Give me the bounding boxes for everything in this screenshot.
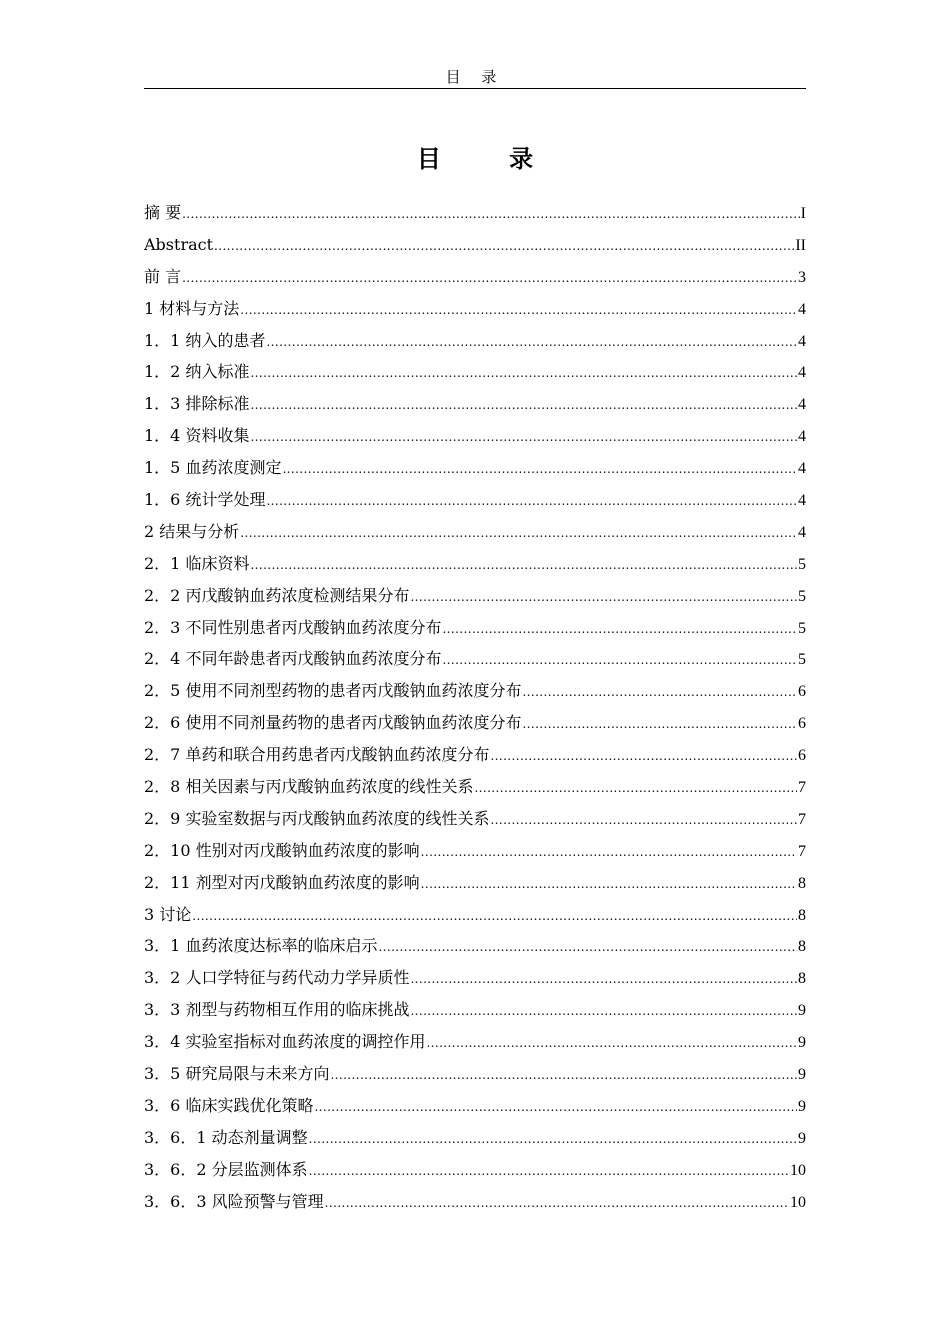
toc-dot-leader bbox=[250, 390, 797, 420]
toc-entry[interactable] bbox=[144, 293, 806, 325]
toc-entry[interactable] bbox=[144, 1090, 806, 1122]
toc-dot-leader bbox=[309, 1156, 789, 1186]
toc-entry-label[interactable]: 前 言 bbox=[144, 266, 182, 286]
toc-entry-page-number[interactable]: 7 bbox=[798, 779, 806, 797]
running-header: 目 录 bbox=[144, 66, 806, 89]
toc-entry-page-number[interactable]: 8 bbox=[798, 906, 806, 924]
toc-entry-page-number[interactable]: 4 bbox=[798, 332, 806, 350]
toc-entry-label[interactable]: 2．9 实验室数据与丙戊酸钠血药浓度的线性关系 bbox=[144, 808, 490, 828]
toc-dot-leader bbox=[421, 869, 797, 899]
toc-entry[interactable] bbox=[144, 739, 806, 771]
toc-entry-page-number[interactable]: 8 bbox=[798, 938, 806, 956]
toc-entry-label[interactable]: 2．2 丙戊酸钠血药浓度检测结果分布 bbox=[144, 585, 410, 605]
toc-entry-label[interactable]: 2．10 性别对丙戊酸钠血药浓度的影响 bbox=[144, 840, 420, 860]
toc-entry-label[interactable]: 2．5 使用不同剂型药物的患者丙戊酸钠血药浓度分布 bbox=[144, 681, 522, 701]
toc-dot-leader bbox=[240, 295, 797, 325]
toc-entry[interactable] bbox=[144, 1058, 806, 1090]
toc-entry-page-number[interactable]: 7 bbox=[798, 842, 806, 860]
toc-entry-label[interactable]: 3．4 实验室指标对血药浓度的调控作用 bbox=[144, 1032, 426, 1052]
toc-entry-page-number[interactable]: 4 bbox=[798, 460, 806, 478]
toc-dot-leader bbox=[410, 582, 797, 612]
toc-entry-page-number[interactable]: 10 bbox=[790, 1161, 806, 1179]
toc-entry-page-number[interactable]: 10 bbox=[790, 1193, 806, 1211]
toc-entry-page-number[interactable]: 8 bbox=[798, 970, 806, 988]
toc-entry-label[interactable]: 1．1 纳入的患者 bbox=[144, 330, 266, 350]
toc-entry-label[interactable]: 3．3 剂型与药物相互作用的临床挑战 bbox=[144, 1000, 410, 1020]
toc-entry-page-number[interactable]: 9 bbox=[798, 1129, 806, 1147]
toc-entry-label[interactable]: 2．3 不同性别患者丙戊酸钠血药浓度分布 bbox=[144, 617, 442, 637]
toc-entry[interactable] bbox=[144, 261, 806, 293]
toc-dot-leader bbox=[474, 773, 797, 803]
toc-dot-leader bbox=[522, 709, 797, 739]
toc-entry-page-number[interactable]: 6 bbox=[798, 683, 806, 701]
toc-entry[interactable] bbox=[144, 484, 806, 516]
toc-entry-label[interactable]: 2．8 相关因素与丙戊酸钠血药浓度的线性关系 bbox=[144, 777, 474, 797]
toc-entry-label[interactable]: 2．1 临床资料 bbox=[144, 553, 250, 573]
toc-dot-leader bbox=[426, 1028, 797, 1058]
toc-entry[interactable] bbox=[144, 1026, 806, 1058]
toc-entry-page-number[interactable]: 4 bbox=[798, 428, 806, 446]
toc-entry[interactable] bbox=[144, 452, 806, 484]
toc-entry-label[interactable]: 3．6．3 风险预警与管理 bbox=[144, 1191, 324, 1211]
toc-entry-label[interactable]: 3．6．2 分层监测体系 bbox=[144, 1159, 308, 1179]
toc-dot-leader bbox=[250, 550, 797, 580]
toc-dot-leader bbox=[182, 199, 800, 229]
toc-entry-page-number[interactable]: 7 bbox=[798, 810, 806, 828]
toc-entry[interactable] bbox=[144, 1186, 806, 1218]
toc-dot-leader bbox=[522, 677, 797, 707]
toc-entry[interactable] bbox=[144, 867, 806, 899]
toc-dot-leader bbox=[266, 486, 797, 516]
toc-entry-label[interactable]: 2．11 剂型对丙戊酸钠血药浓度的影响 bbox=[144, 872, 420, 892]
toc-entry[interactable] bbox=[144, 675, 806, 707]
toc-dot-leader bbox=[250, 422, 797, 452]
toc-dot-leader bbox=[282, 454, 797, 484]
toc-entry-label[interactable]: 3 讨论 bbox=[144, 904, 192, 924]
toc-dot-leader bbox=[378, 932, 797, 962]
toc-entry[interactable] bbox=[144, 516, 806, 548]
toc-dot-leader bbox=[490, 805, 797, 835]
toc-entry-page-number[interactable]: I bbox=[800, 205, 806, 222]
toc-entry[interactable] bbox=[144, 420, 806, 452]
toc-entry-label[interactable]: 3．6．1 动态剂量调整 bbox=[144, 1127, 308, 1147]
toc-entry-label[interactable]: 1．2 纳入标准 bbox=[144, 362, 250, 382]
toc-entry-page-number[interactable]: 9 bbox=[798, 1066, 806, 1084]
toc-entry-page-number[interactable]: 9 bbox=[798, 1034, 806, 1052]
toc-entry[interactable] bbox=[144, 803, 806, 835]
toc-entry-page-number[interactable]: 4 bbox=[798, 523, 806, 541]
toc-entry-page-number[interactable]: 6 bbox=[798, 747, 806, 765]
toc-entry[interactable] bbox=[144, 1154, 806, 1186]
toc-dot-leader bbox=[192, 901, 797, 931]
toc-entry-page-number[interactable]: 3 bbox=[798, 268, 806, 286]
toc-dot-leader bbox=[330, 1060, 797, 1090]
toc-dot-leader bbox=[309, 1124, 797, 1154]
toc-entry-label[interactable]: 1 材料与方法 bbox=[144, 298, 240, 318]
toc-dot-leader bbox=[325, 1188, 789, 1218]
toc-entry-label[interactable]: 摘 要 bbox=[144, 203, 182, 222]
toc-entry-page-number[interactable]: 9 bbox=[798, 1097, 806, 1115]
toc-dot-leader bbox=[490, 741, 797, 771]
toc-dot-leader bbox=[410, 964, 797, 994]
toc-dot-leader bbox=[182, 263, 797, 293]
toc-entry[interactable] bbox=[144, 1122, 806, 1154]
toc-entry-page-number[interactable]: 8 bbox=[798, 874, 806, 892]
toc-entry-page-number[interactable]: 5 bbox=[798, 587, 806, 605]
toc-entry-label[interactable]: 3．1 血药浓度达标率的临床启示 bbox=[144, 936, 378, 956]
toc-entry-label[interactable]: 2．6 使用不同剂量药物的患者丙戊酸钠血药浓度分布 bbox=[144, 713, 522, 733]
toc-entry-label[interactable]: 1．3 排除标准 bbox=[144, 394, 250, 414]
toc-dot-leader bbox=[314, 1092, 797, 1122]
toc-dot-leader bbox=[421, 837, 797, 867]
toc-entry-page-number[interactable]: 9 bbox=[798, 1002, 806, 1020]
toc-entry[interactable] bbox=[144, 356, 806, 388]
toc-entry[interactable] bbox=[144, 197, 806, 229]
toc-entry-label[interactable]: 3．6 临床实践优化策略 bbox=[144, 1095, 314, 1115]
toc-entry-label[interactable]: 1．6 统计学处理 bbox=[144, 490, 266, 510]
toc-entry[interactable] bbox=[144, 229, 806, 261]
toc-entry[interactable] bbox=[144, 899, 806, 931]
toc-entry[interactable] bbox=[144, 707, 806, 739]
toc-entry-label[interactable]: 2 结果与分析 bbox=[144, 521, 240, 541]
page-title: 目 录 bbox=[416, 145, 564, 173]
toc-entry[interactable] bbox=[144, 835, 806, 867]
table-of-contents bbox=[144, 197, 806, 1218]
toc-entry[interactable] bbox=[144, 548, 806, 580]
toc-dot-leader bbox=[442, 645, 797, 675]
toc-dot-leader bbox=[250, 358, 797, 388]
toc-entry-label[interactable]: 1．5 血药浓度测定 bbox=[144, 458, 282, 478]
toc-entry-page-number[interactable]: 6 bbox=[798, 715, 806, 733]
toc-entry-label[interactable]: 2．4 不同年龄患者丙戊酸钠血药浓度分布 bbox=[144, 649, 442, 669]
toc-entry[interactable] bbox=[144, 580, 806, 612]
toc-entry-label[interactable]: 2．7 单药和联合用药患者丙戊酸钠血药浓度分布 bbox=[144, 745, 490, 765]
toc-entry[interactable] bbox=[144, 388, 806, 420]
toc-entry-page-number[interactable]: 5 bbox=[798, 619, 806, 637]
toc-dot-leader bbox=[240, 518, 797, 548]
toc-entry-page-number[interactable]: 5 bbox=[798, 555, 806, 573]
toc-entry[interactable] bbox=[144, 771, 806, 803]
toc-entry-page-number[interactable]: II bbox=[795, 236, 806, 254]
toc-entry-page-number[interactable]: 4 bbox=[798, 300, 806, 318]
toc-entry-label[interactable]: 3．5 研究局限与未来方向 bbox=[144, 1064, 330, 1084]
toc-entry[interactable] bbox=[144, 930, 806, 962]
toc-entry[interactable] bbox=[144, 962, 806, 994]
toc-entry[interactable] bbox=[144, 612, 806, 644]
toc-dot-leader bbox=[410, 996, 797, 1026]
toc-dot-leader bbox=[214, 231, 794, 261]
toc-entry-label[interactable]: Abstract bbox=[144, 234, 214, 254]
toc-dot-leader bbox=[266, 327, 797, 357]
toc-entry-page-number[interactable]: 4 bbox=[798, 396, 806, 414]
toc-entry-page-number[interactable]: 4 bbox=[798, 492, 806, 510]
toc-entry[interactable] bbox=[144, 325, 806, 357]
toc-entry[interactable] bbox=[144, 994, 806, 1026]
toc-dot-leader bbox=[442, 614, 797, 644]
toc-entry[interactable] bbox=[144, 643, 806, 675]
toc-entry-label[interactable]: 3．2 人口学特征与药代动力学异质性 bbox=[144, 968, 410, 988]
toc-entry-page-number[interactable]: 5 bbox=[798, 651, 806, 669]
toc-entry-label[interactable]: 1．4 资料收集 bbox=[144, 426, 250, 446]
toc-entry-page-number[interactable]: 4 bbox=[798, 364, 806, 382]
